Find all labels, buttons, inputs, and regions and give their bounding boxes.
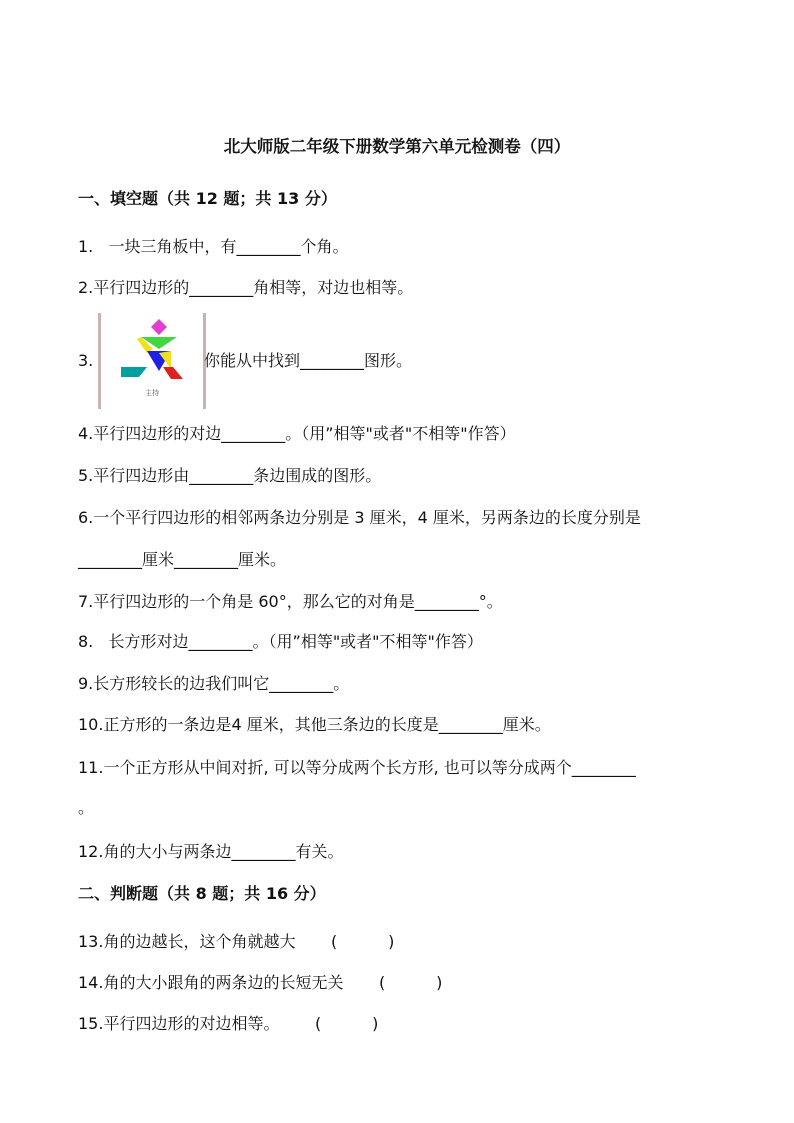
section-fill-blank: 一、填空题（共 12 题；共 13 分） — [78, 189, 337, 208]
question-5: 5.平行四边形由________条边围成的图形。 — [78, 466, 382, 485]
tangram-leg-left — [121, 367, 147, 377]
question-8: 8. 长方形对边________。（用”相等"或者"不相等"作答） — [78, 632, 483, 651]
tangram-figure — [98, 313, 206, 409]
question-3-number: 3. — [78, 351, 94, 370]
tangram-caption: 主持 — [145, 389, 159, 397]
tangram-image — [101, 313, 203, 409]
question-2: 2.平行四边形的________角相等，对边也相等。 — [78, 278, 414, 297]
question-11-continued: 。 — [78, 798, 95, 817]
question-4: 4.平行四边形的对边________。（用”相等"或者"不相等"作答） — [78, 424, 516, 443]
section-true-false: 二、判断题（共 8 题；共 16 分） — [78, 884, 326, 903]
question-7: 7.平行四边形的一个角是 60°，那么它的对角是________°。 — [78, 592, 503, 611]
question-12: 12.角的大小与两条边________有关。 — [78, 842, 344, 861]
question-3-text: 你能从中找到________图形。 — [204, 351, 413, 370]
question-11: 11.一个正方形从中间对折, 可以等分成两个长方形, 也可以等分成两个________ — [78, 758, 636, 777]
question-14: 14.角的大小跟角的两条边的长短无关 ( ) — [78, 973, 443, 992]
question-6-continued: ________厘米________厘米。 — [78, 550, 287, 569]
page-title: 北大师版二年级下册数学第六单元检测卷（四） — [223, 137, 571, 156]
question-9: 9.长方形较长的边我们叫它________。 — [78, 674, 350, 693]
question-10: 10.正方形的一条边是4 厘米，其他三条边的长度是________厘米。 — [78, 715, 551, 734]
tangram-leg-right — [163, 367, 183, 379]
question-13: 13.角的边越长，这个角就越大 ( ) — [78, 932, 395, 951]
question-1: 1. 一块三角板中，有________个角。 — [78, 237, 349, 256]
question-6: 6.一个平行四边形的相邻两条边分别是 3 厘米，4 厘米，另两条边的长度分别是 — [78, 508, 641, 527]
question-15: 15.平行四边形的对边相等。 ( ) — [78, 1014, 379, 1033]
tangram-head — [151, 319, 167, 335]
